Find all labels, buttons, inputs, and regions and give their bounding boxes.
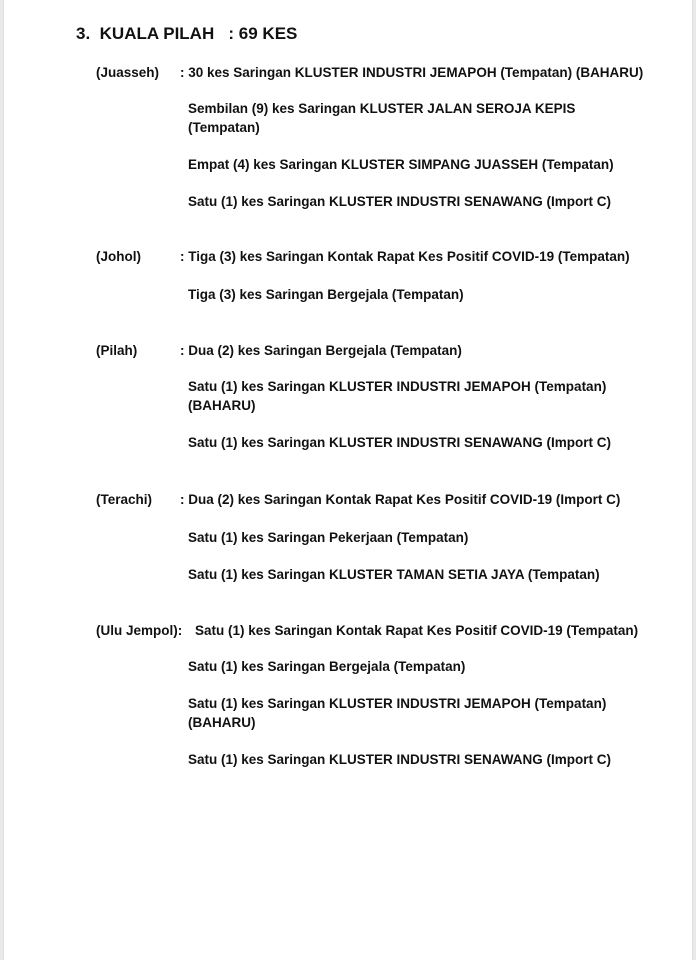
- pilah-entry-2: Satu (1) kes Saringan KLUSTER INDUSTRI JEMAPOH (Tempatan): [188, 379, 607, 394]
- ulu-jempol-entry-2: Satu (1) kes Saringan Bergejala (Tempatan): [188, 659, 466, 674]
- ulu-jempol-entry-4: Satu (1) kes Saringan KLUSTER INDUSTRI SENAWANG (Import C): [188, 752, 612, 767]
- district-label-johol: (Johol): [96, 249, 141, 264]
- ulu-jempol-entry-3-cont: (BAHARU): [188, 715, 256, 730]
- district-label-ulu-jempol: (Ulu Jempol):: [96, 623, 183, 638]
- section-heading: [76, 24, 297, 44]
- juasseh-entry-1: : 30 kes Saringan KLUSTER INDUSTRI JEMAPOH (Tempatan) (BAHARU): [180, 65, 644, 80]
- juasseh-entry-2: Sembilan (9) kes Saringan KLUSTER JALAN SEROJA KEPIS: [188, 101, 576, 116]
- district-label-terachi: (Terachi): [96, 492, 153, 507]
- pilah-entry-2-cont: (BAHARU): [188, 398, 256, 413]
- pilah-entry-3: Satu (1) kes Saringan KLUSTER INDUSTRI SENAWANG (Import C): [188, 435, 612, 450]
- heading-number: 3.: [76, 24, 91, 43]
- district-label-juasseh: (Juasseh): [96, 65, 160, 80]
- juasseh-entry-3: Empat (4) kes Saringan KLUSTER SIMPANG JUASSEH (Tempatan): [188, 157, 614, 172]
- johol-entry-1: : Tiga (3) kes Saringan Kontak Rapat Kes Positif COVID-19 (Tempatan): [180, 249, 630, 264]
- johol-entry-2: Tiga (3) kes Saringan Bergejala (Tempatan): [188, 287, 464, 302]
- ulu-jempol-entry-1: Satu (1) kes Saringan Kontak Rapat Kes Positif COVID-19 (Tempatan): [195, 623, 639, 638]
- heading-title: KUALA PILAH: [99, 24, 215, 43]
- document-page: [4, 0, 692, 960]
- heading-total: : 69 KES: [228, 24, 298, 43]
- terachi-entry-1: : Dua (2) kes Saringan Kontak Rapat Kes Positif COVID-19 (Import C): [180, 492, 621, 507]
- ulu-jempol-entry-3: Satu (1) kes Saringan KLUSTER INDUSTRI JEMAPOH (Tempatan): [188, 696, 607, 711]
- pilah-entry-1: : Dua (2) kes Saringan Bergejala (Tempatan): [180, 343, 462, 358]
- terachi-entry-2: Satu (1) kes Saringan Pekerjaan (Tempatan): [188, 530, 469, 545]
- juasseh-entry-2-cont: (Tempatan): [188, 120, 260, 135]
- juasseh-entry-4: Satu (1) kes Saringan KLUSTER INDUSTRI SENAWANG (Import C): [188, 194, 612, 209]
- terachi-entry-3: Satu (1) kes Saringan KLUSTER TAMAN SETIA JAYA (Tempatan): [188, 567, 600, 582]
- district-label-pilah: (Pilah): [96, 343, 138, 358]
